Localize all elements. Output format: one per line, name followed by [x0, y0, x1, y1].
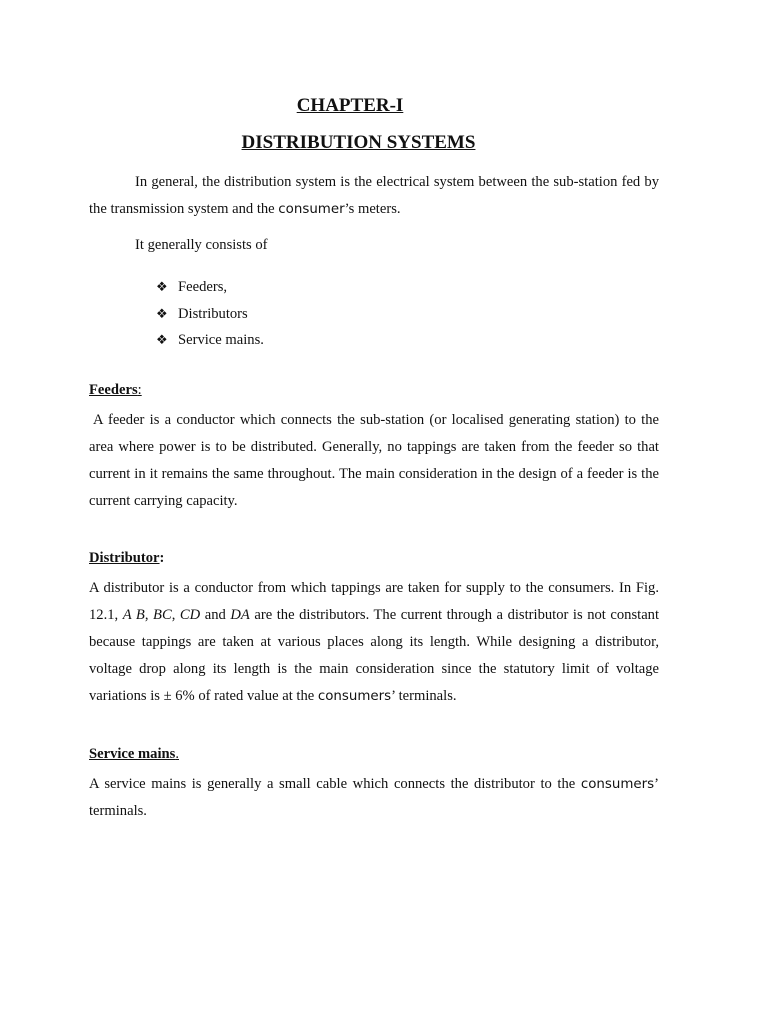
service-mains-heading-punct: . [175, 746, 179, 762]
feeders-heading [89, 382, 142, 399]
distributor-heading-punct: : [159, 550, 165, 566]
components-list [156, 276, 264, 356]
intro-text-2: ’s meters. [344, 201, 401, 217]
label-cd: CD [179, 607, 201, 623]
feeders-paragraph: A feeder is a conductor which connects the sub-station (or localised generating station) to the area where power is to be distributed. Generally, no tappings are taken from the feeder so that current in it remains the same throughout. The main consideration in the design of a feeder is the current carrying capacity. [89, 412, 659, 509]
service-mains-paragraph [89, 771, 659, 825]
intro-consumer-word: consumer [278, 202, 345, 217]
list-item-label: Feeders, [178, 279, 228, 295]
distributor-heading-text: Distributor [89, 550, 160, 566]
distributor-text-b: are the distributors. The current through a distributor is not constant because tappings are taken at various places along its length. While designing a distributor, voltage drop along its length is the main consideration since the statutory limit of voltage variations is ± 6% of rated value at the [89, 607, 660, 704]
service-mains-consumers-word: consumers [580, 777, 655, 792]
list-item [156, 303, 264, 330]
chapter-title: DISTRIBUTION SYSTEMS [241, 132, 476, 153]
list-item [156, 276, 264, 303]
distributor-text-c: ’ terminals. [391, 688, 457, 704]
distributor-heading [89, 550, 164, 567]
label-ab: A B [122, 607, 145, 623]
service-mains-text-b: ’ terminals. [89, 776, 659, 819]
intro-paragraph [89, 169, 659, 223]
chapter-label: CHAPTER-I [296, 95, 404, 116]
diamond-bullet-icon: ❖ [156, 332, 168, 347]
list-item-label: Service mains. [178, 332, 264, 348]
list-item [156, 329, 264, 356]
label-da: DA [230, 607, 250, 623]
service-mains-heading [89, 746, 179, 763]
feeders-heading-punct: : [137, 382, 142, 398]
consists-of-line: It generally consists of [135, 237, 268, 253]
feeders-heading-text: Feeders [89, 382, 138, 398]
intro-text-1: In general, the distribution system is the electrical system between the sub-station fed by the transmission system and the [89, 174, 659, 217]
and-word: and [200, 607, 231, 623]
sep-1: , [144, 607, 154, 623]
diamond-bullet-icon: ❖ [156, 305, 168, 321]
distributor-consumers-word: consumers [317, 689, 392, 704]
diamond-bullet-icon: ❖ [156, 279, 168, 294]
distributor-text-a: A distributor is a conductor from which tappings are taken for supply to the consumers. In Fig. 12.1, [89, 580, 659, 623]
list-item-label: Distributors [178, 305, 248, 322]
label-bc: BC [153, 607, 172, 623]
sep-2: , [171, 607, 180, 623]
service-mains-text-a: A service mains is generally a small cable which connects the distributor to the [89, 776, 581, 792]
service-mains-heading-text: Service mains [89, 746, 176, 762]
distributor-paragraph [89, 575, 659, 710]
